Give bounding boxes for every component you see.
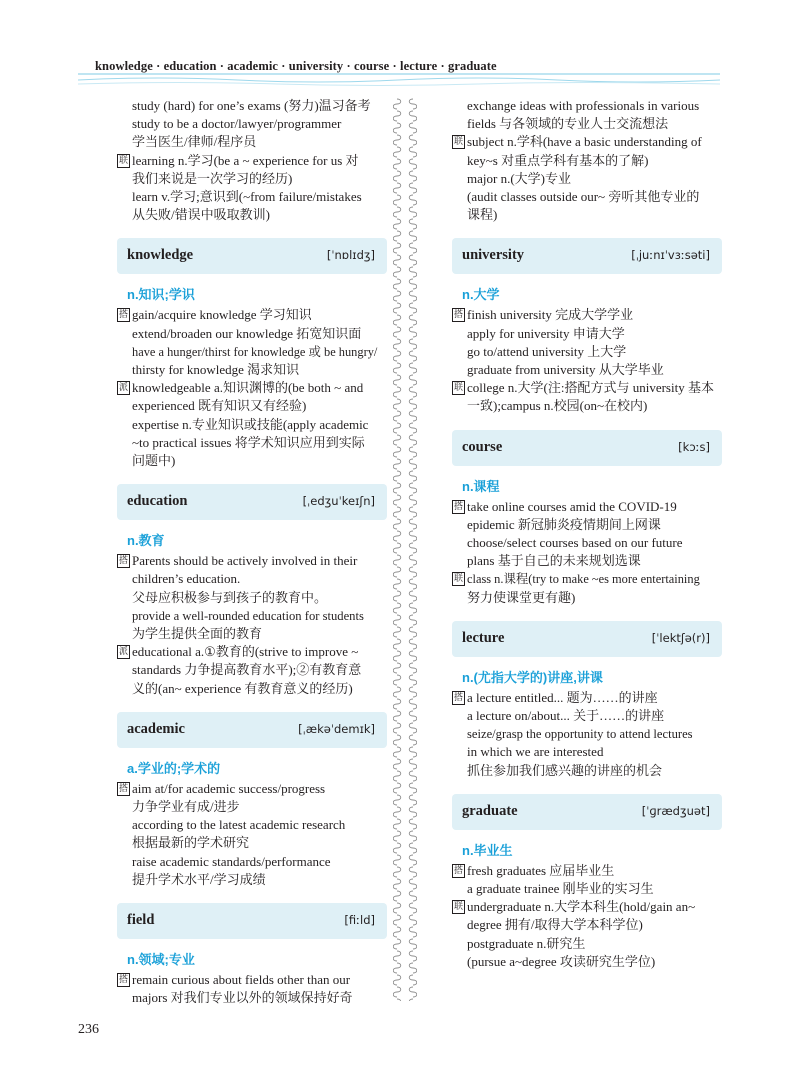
text-line: educational a.①教育的(strive to improve ~ bbox=[132, 644, 359, 660]
collocation-block bbox=[452, 306, 722, 379]
text-line: 努力使课堂更有趣) bbox=[467, 589, 576, 605]
related-words-block bbox=[452, 898, 722, 971]
page-number: 236 bbox=[78, 1022, 99, 1037]
text-line: 一致);campus n.校园(on~在校内) bbox=[467, 398, 648, 414]
part-of-speech: a.学业的;学术的 bbox=[127, 760, 221, 776]
text-line: have a hunger/thirst for knowledge 或 be hungry/ bbox=[132, 344, 378, 359]
collocation-block bbox=[452, 498, 722, 571]
text-line: postgraduate n.研究生 bbox=[467, 935, 586, 951]
text-line: learning n.学习(be a ~ experience for us 对 bbox=[132, 152, 359, 168]
collocation-block bbox=[117, 780, 387, 889]
lian-tag: 联 bbox=[453, 574, 463, 585]
text-line: 父母应积极参与到孩子的教育中。 bbox=[132, 589, 328, 605]
phonetic: [ˈnɒlɪdʒ] bbox=[326, 248, 375, 263]
text-line: 学当医生/律师/程序员 bbox=[132, 134, 257, 150]
text-line: a lecture entitled... 题为……的讲座 bbox=[467, 689, 658, 705]
text-line: experienced 既有知识又有经验) bbox=[132, 398, 307, 414]
headword: graduate bbox=[462, 802, 518, 819]
headword-box-academic bbox=[117, 712, 387, 748]
text-line: major n.(大学)专业 bbox=[467, 170, 571, 186]
text-line: seize/grasp the opportunity to attend lectures bbox=[467, 727, 693, 742]
derivative-block bbox=[117, 643, 387, 698]
text-line: subject n.学科(have a basic understanding of bbox=[467, 134, 702, 150]
part-of-speech: n.领域;专业 bbox=[127, 952, 195, 968]
headword: university bbox=[462, 247, 525, 264]
text-line: apply for university 申请大学 bbox=[467, 325, 625, 341]
text-line: in which we are interested bbox=[467, 744, 604, 760]
text-line: 课程) bbox=[467, 207, 498, 223]
text-line: thirsty for knowledge 渴求知识 bbox=[132, 362, 300, 378]
text-line: 抓住参加我们感兴趣的讲座的机会 bbox=[467, 762, 663, 778]
related-words-block bbox=[452, 570, 722, 606]
collocation-block bbox=[117, 306, 387, 379]
headword-box-knowledge bbox=[117, 238, 387, 274]
part-of-speech: n.课程 bbox=[462, 478, 500, 494]
text-line: finish university 完成大学学业 bbox=[467, 307, 634, 323]
text-line: learn v.学习;意识到(~from failure/mistakes bbox=[132, 189, 362, 205]
collocation-block bbox=[117, 552, 387, 643]
headword-box-course bbox=[452, 430, 722, 466]
text-line: undergraduate n.大学本科生(hold/gain an~ bbox=[467, 899, 696, 915]
running-header: knowledge · education · academic · university · course · lecture · graduate bbox=[95, 59, 497, 73]
text-line: (pursue a~degree 攻读研究生学位) bbox=[467, 953, 656, 969]
collocation-block bbox=[117, 971, 387, 1007]
headword: education bbox=[127, 493, 188, 510]
text-line: 问题中) bbox=[132, 453, 176, 469]
text-line: epidemic 新冠肺炎疫情期间上网课 bbox=[467, 516, 661, 532]
text-line: standards 力争提高教育水平);②有教育意 bbox=[132, 662, 362, 678]
text-line: children’s education. bbox=[132, 571, 241, 587]
text-line: key~s 对重点学科有基本的了解) bbox=[467, 152, 649, 168]
phonetic: [ˌjuːnɪˈvɜːsəti] bbox=[631, 248, 710, 263]
headword: academic bbox=[127, 720, 185, 737]
text-line: exchange ideas with professionals in various bbox=[467, 98, 700, 113]
text-line: go to/attend university 上大学 bbox=[467, 343, 627, 359]
da-tag: 搭 bbox=[453, 501, 463, 512]
text-line: 力争学业有成/进步 bbox=[132, 799, 240, 815]
text-line: knowledgeable a.知识渊博的(be both ~ and bbox=[132, 380, 364, 396]
part-of-speech: n.毕业生 bbox=[462, 842, 513, 858]
text-line: Parents should be actively involved in their bbox=[132, 553, 358, 569]
lian-tag: 联 bbox=[453, 137, 463, 148]
text-line: class n.课程(try to make ~es more entertaining bbox=[467, 572, 700, 587]
text-line: remain curious about fields other than our bbox=[132, 972, 351, 988]
lian-tag: 联 bbox=[118, 155, 128, 166]
text-line: 根据最新的学术研究 bbox=[132, 835, 250, 851]
right-column bbox=[452, 97, 722, 971]
text-line: degree 拥有/取得大学本科学位) bbox=[467, 917, 643, 933]
text-line: gain/acquire knowledge 学习知识 bbox=[132, 307, 312, 323]
text-line: 从失败/错误中吸取教训) bbox=[132, 207, 270, 223]
pai-tag: 派 bbox=[118, 383, 128, 394]
collocation-block bbox=[452, 689, 722, 780]
text-line: 我们来说是一次学习的经历) bbox=[132, 170, 293, 186]
left-column bbox=[117, 97, 387, 1008]
text-line: aim at/for academic success/progress bbox=[132, 780, 326, 796]
related-words-block bbox=[117, 152, 387, 225]
phonetic: [ˌedʒuˈkeɪʃn] bbox=[302, 494, 375, 509]
phonetic: [ˈlektʃə(r)] bbox=[651, 630, 710, 645]
headword: lecture bbox=[462, 629, 505, 646]
related-words-block bbox=[452, 133, 722, 224]
text-line: graduate from university 从大学毕业 bbox=[467, 362, 664, 378]
phonetic: [kɔːs] bbox=[678, 439, 710, 454]
pai-tag: 派 bbox=[118, 647, 128, 658]
text-line: plans 基于自己的未来规划选课 bbox=[467, 553, 641, 569]
collocation-block bbox=[452, 862, 722, 898]
part-of-speech: n.知识;学识 bbox=[127, 287, 195, 303]
da-tag: 搭 bbox=[118, 783, 128, 794]
derivative-block bbox=[117, 379, 387, 470]
text-line: take online courses amid the COVID-19 bbox=[467, 498, 677, 514]
headword-box-education bbox=[117, 484, 387, 520]
text-line: provide a well-rounded education for students bbox=[132, 608, 364, 623]
phonetic: [ˈɡrædʒuət] bbox=[641, 803, 710, 818]
text-line: a lecture on/about... 关于……的讲座 bbox=[467, 708, 665, 724]
da-tag: 搭 bbox=[118, 556, 128, 567]
text-line: (audit classes outside our~ 旁听其他专业的 bbox=[467, 189, 700, 205]
lian-tag: 联 bbox=[453, 902, 463, 913]
text-line: majors 对我们专业以外的领域保持好奇 bbox=[132, 990, 353, 1006]
related-words-block bbox=[452, 379, 722, 415]
headword: course bbox=[462, 438, 503, 455]
text-line: choose/select courses based on our future bbox=[467, 535, 683, 551]
headword-box-field bbox=[117, 903, 387, 939]
column-divider bbox=[393, 98, 417, 1001]
headword-box-university bbox=[452, 238, 722, 274]
part-of-speech: n.教育 bbox=[127, 533, 165, 549]
lian-tag: 联 bbox=[453, 383, 463, 394]
phonetic: [ˌækəˈdemɪk] bbox=[298, 721, 375, 736]
text-line: college n.大学(注:搭配方式与 university 基本 bbox=[467, 380, 714, 396]
text-line: fields 与各领域的专业人士交流想法 bbox=[467, 116, 669, 132]
headword: field bbox=[127, 912, 155, 929]
text-line: study to be a doctor/lawyer/programmer bbox=[132, 116, 342, 132]
text-line: expertise n.专业知识或技能(apply academic bbox=[132, 416, 369, 432]
text-line: raise academic standards/performance bbox=[132, 853, 331, 869]
text-line: extend/broaden our knowledge 拓宽知识面 bbox=[132, 325, 362, 341]
text-line: 义的(an~ experience 有教育意义的经历) bbox=[132, 680, 353, 696]
da-tag: 搭 bbox=[453, 692, 463, 703]
text-line: 为学生提供全面的教育 bbox=[132, 626, 263, 642]
text-line: according to the latest academic research bbox=[132, 817, 346, 833]
header-decoration bbox=[78, 72, 720, 86]
part-of-speech: n.大学 bbox=[462, 287, 500, 303]
headword-box-lecture bbox=[452, 621, 722, 657]
da-tag: 搭 bbox=[453, 865, 463, 876]
part-of-speech: n.(尤指大学的)讲座,讲课 bbox=[462, 669, 603, 685]
da-tag: 搭 bbox=[118, 310, 128, 321]
headword-box-graduate bbox=[452, 794, 722, 830]
text-line: 提升学术水平/学习成绩 bbox=[132, 871, 266, 887]
text-line: fresh graduates 应届毕业生 bbox=[467, 862, 615, 878]
da-tag: 搭 bbox=[453, 310, 463, 321]
phonetic: [fiːld] bbox=[344, 913, 375, 928]
text-line: a graduate trainee 刚毕业的实习生 bbox=[467, 881, 654, 897]
text-line: study (hard) for one’s exams (努力)温习备考 bbox=[132, 98, 371, 113]
headword: knowledge bbox=[127, 247, 194, 264]
da-tag: 搭 bbox=[118, 975, 128, 986]
text-line: ~to practical issues 将学术知识应用到实际 bbox=[132, 434, 365, 450]
